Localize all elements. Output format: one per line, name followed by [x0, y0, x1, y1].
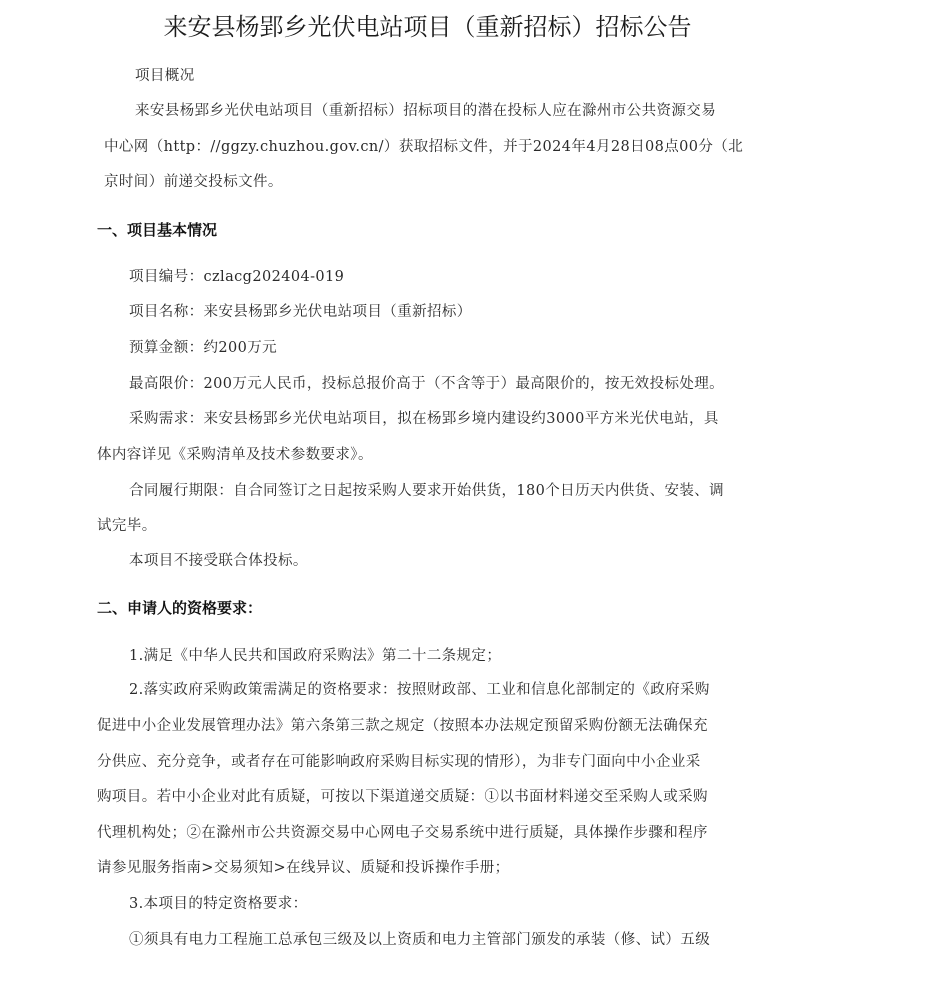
qualification-2-line-2: 促进中小企业发展管理办法》第六条第三款之规定（按照本办法规定预留采购份额无法确保充: [97, 718, 708, 734]
budget-amount: 预算金额：约200万元: [129, 340, 278, 356]
max-price: 最高限价：200万元人民币，投标总报价高于（不含等于）最高限价的，按无效投标处理。: [129, 376, 725, 392]
overview-line-2: 中心网（http：//ggzy.chuzhou.gov.cn/）获取招标文件，并于2024年4月28日08点00分（北: [104, 139, 744, 155]
section2-heading: 二、申请人的资格要求：: [97, 599, 263, 617]
overview-heading: 项目概况: [135, 68, 195, 84]
qualification-2-line-1: 2.落实政府采购政策需满足的资格要求：按照财政部、工业和信息化部制定的《政府采购: [129, 682, 710, 698]
qualification-2-line-5: 代理机构处；②在滁州市公共资源交易中心网电子交易系统中进行质疑，具体操作步骤和程序: [97, 825, 708, 841]
qualification-2-line-3: 分供应、充分竞争，或者存在可能影响政府采购目标实现的情形），为非专门面向中小企业采: [97, 754, 701, 770]
overview-line-3: 京时间）前递交投标文件。: [104, 174, 283, 190]
procurement-needs-line-2: 体内容详见《采购清单及技术参数要求》。: [97, 447, 373, 463]
qualification-1: 1.满足《中华人民共和国政府采购法》第二十二条规定；: [129, 648, 502, 664]
contract-period-line-1: 合同履行期限：自合同签订之日起按采购人要求开始供货，180个日历天内供货、安装、调: [129, 483, 725, 499]
document-title: 来安县杨郢乡光伏电站项目（重新招标）招标公告: [163, 13, 692, 41]
no-consortium: 本项目不接受联合体投标。: [129, 553, 308, 569]
procurement-needs-line-1: 采购需求：来安县杨郢乡光伏电站项目，拟在杨郢乡境内建设约3000平方米光伏电站，具: [129, 411, 719, 427]
contract-period-line-2: 试完毕。: [97, 518, 157, 534]
qualification-2-line-6: 请参见服务指南>交易须知>在线异议、质疑和投诉操作手册；: [97, 860, 510, 876]
section1-heading: 一、项目基本情况: [97, 221, 218, 239]
overview-line-1: 来安县杨郢乡光伏电站项目（重新招标）招标项目的潜在投标人应在滁州市公共资源交易: [135, 103, 717, 119]
qualification-3-item-1: ①须具有电力工程施工总承包三级及以上资质和电力主管部门颁发的承装（修、试）五级: [129, 932, 711, 948]
project-number: 项目编号：czlacg202404-019: [129, 269, 345, 285]
project-name: 项目名称：来安县杨郢乡光伏电站项目（重新招标）: [129, 304, 472, 320]
qualification-2-line-4: 购项目。若中小企业对此有质疑，可按以下渠道递交质疑：①以书面材料递交至采购人或采购: [97, 789, 708, 805]
qualification-3: 3.本项目的特定资格要求：: [129, 896, 308, 912]
